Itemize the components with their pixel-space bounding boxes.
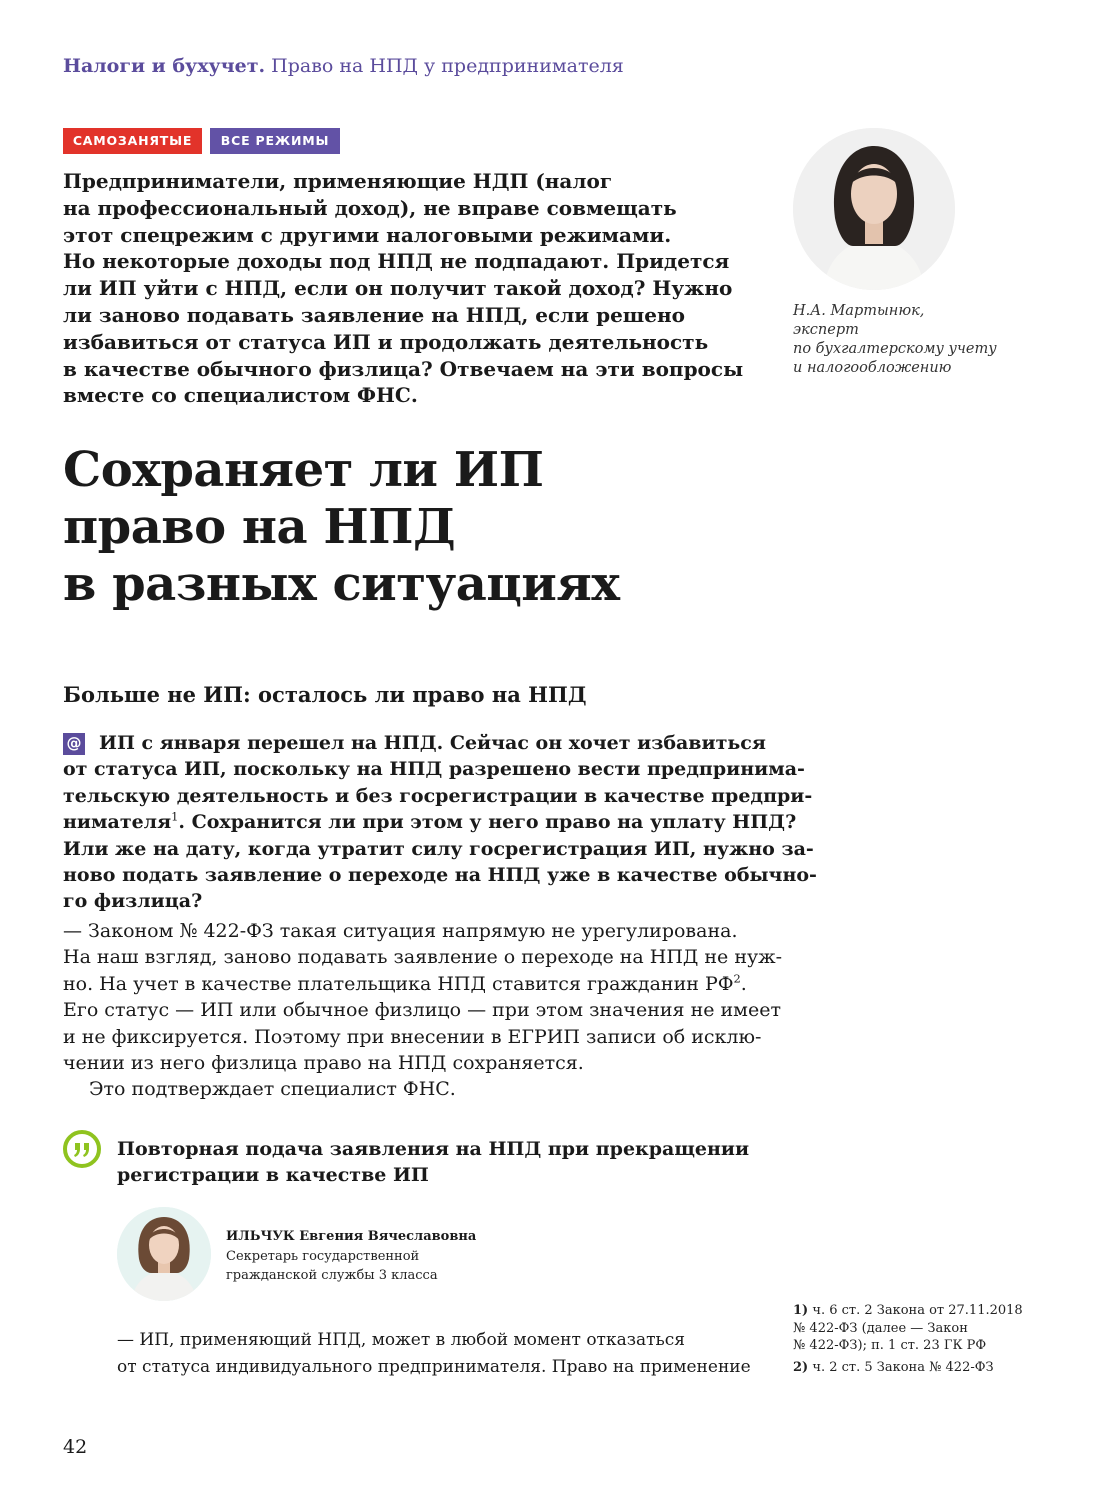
footnote-1-line: № 422-ФЗ); п. 1 ст. 23 ГК РФ: [793, 1338, 987, 1353]
author-caption: [793, 302, 997, 378]
quote-text: [117, 1327, 751, 1381]
question-block: [63, 730, 817, 915]
quote-title-line: регистрации в качестве ИП: [117, 1164, 429, 1187]
expert-role: [226, 1247, 438, 1285]
question-line: го физлица?: [63, 890, 203, 913]
expert-role-line: гражданской службы 3 класса: [226, 1268, 438, 1283]
author-role-line: эксперт: [793, 322, 859, 338]
quote-icon: [63, 1130, 101, 1168]
lead-line: этот спецрежим с другими налоговыми режимами.: [63, 222, 672, 247]
article-title: [63, 442, 619, 613]
question-line: Или же на дату, когда утратит силу госрегистрация ИП, нужно за-: [63, 837, 814, 860]
expert-name: ИЛЬЧУК Евгения Вячеславовна: [226, 1229, 477, 1244]
answer-line: — Законом № 422-ФЗ такая ситуация напрямую не урегулирована.: [63, 920, 738, 942]
lead-line: ли ИП уйти с НПД, если он получит такой доход? Нужно: [63, 276, 733, 301]
answer-line: На наш взгляд, заново подавать заявление о переходе на НПД не нуж-: [63, 946, 783, 969]
running-header: [63, 55, 624, 77]
question-line: от статуса ИП, поскольку на НПД разрешено вести предпринима-: [63, 758, 805, 781]
answer-line: Его статус — ИП или обычное физлицо — при этом значения не имеет: [63, 999, 781, 1022]
answer-line: [63, 971, 747, 997]
answer-line: чении из него физлица право на НПД сохраняется.: [63, 1052, 584, 1075]
answer-text: .: [740, 972, 747, 995]
answer-line: Это подтверждает специалист ФНС.: [89, 1078, 456, 1101]
author-role-line: по бухгалтерскому учету: [793, 341, 997, 357]
quote-text-line: от статуса индивидуального предпринимателя. Право на применение: [117, 1357, 751, 1377]
lead-line: в качестве обычного физлица? Отвечаем на эти вопросы: [63, 356, 744, 381]
author-role-line: и налогообложению: [793, 360, 952, 376]
question-text: нимателя: [63, 811, 172, 834]
footnote-1-line: [793, 1302, 1023, 1320]
quote-title-line: Повторная подача заявления на НПД при прекращении: [117, 1138, 750, 1160]
title-line: Сохраняет ли ИП: [63, 442, 544, 498]
footnote-ref-2[interactable]: 2: [733, 971, 741, 986]
lead-line: избавиться от статуса ИП и продолжать деятельность: [63, 329, 709, 354]
footnote-1-line: № 422-ФЗ (далее — Закон: [793, 1320, 968, 1336]
footnote-1-text: ч. 6 ст. 2 Закона от 27.11.2018: [812, 1303, 1023, 1318]
header-topic: Право на НПД у предпринимателя: [271, 55, 624, 77]
page-number: 42: [63, 1436, 88, 1458]
title-line: право на НПД: [63, 499, 456, 555]
footnotes: [793, 1302, 1023, 1376]
lead-line: Но некоторые доходы под НПД не подпадают. Придется: [63, 249, 730, 274]
quote-text-line: — ИП, применяющий НПД, может в любой момент отказаться: [117, 1330, 686, 1350]
question-line: [63, 809, 797, 835]
answer-block: [63, 918, 783, 1103]
answer-line: и не фиксируется. Поэтому при внесении в ЕГРИП записи об исклю-: [63, 1025, 762, 1048]
tag-self-employed[interactable]: САМОЗАНЯТЫЕ: [63, 128, 202, 154]
question-text: . Сохранится ли при этом у него право на уплату НПД?: [178, 811, 797, 834]
footnote-2-text: ч. 2 ст. 5 Закона № 422-ФЗ: [812, 1359, 994, 1375]
question-line: тельскую деятельность и без госрегистрации в качестве предпри-: [63, 784, 813, 807]
question-text: ИП с января перешел на НПД. Сейчас он хочет избавиться: [99, 732, 766, 754]
answer-text: но. На учет в качестве плательщика НПД ставится гражданин РФ: [63, 972, 734, 995]
question-line: ново подать заявление о переходе на НПД уже в качестве обычно-: [63, 864, 817, 887]
tag-all-regimes[interactable]: ВСЕ РЕЖИМЫ: [210, 128, 340, 154]
at-icon: @: [63, 733, 85, 755]
footnote-ref-1[interactable]: 1: [171, 809, 179, 824]
expert-role-line: Секретарь государственной: [226, 1249, 420, 1264]
lead-paragraph: [63, 168, 753, 409]
lead-line: вместе со специалистом ФНС.: [63, 383, 418, 408]
quote-title: [117, 1136, 749, 1189]
question-line: [63, 730, 766, 756]
footnote-2-line: [793, 1359, 1023, 1377]
title-line: в разных ситуациях: [63, 556, 620, 612]
header-section: Налоги и бухучет.: [63, 55, 266, 77]
lead-line: на профессиональный доход), не вправе совмещать: [63, 195, 677, 220]
footnote-2-number: 2): [793, 1359, 809, 1375]
lead-line: ли заново подавать заявление на НПД, если решено: [63, 302, 685, 327]
author-name: Н.А. Мартынюк,: [793, 303, 925, 319]
expert-photo: [117, 1207, 211, 1301]
footnote-1-number: 1): [793, 1303, 809, 1318]
lead-line: Предприниматели, применяющие НДП (налог: [63, 169, 613, 193]
author-photo: [793, 128, 955, 290]
section-subhead: Больше не ИП: осталось ли право на НПД: [63, 682, 587, 707]
